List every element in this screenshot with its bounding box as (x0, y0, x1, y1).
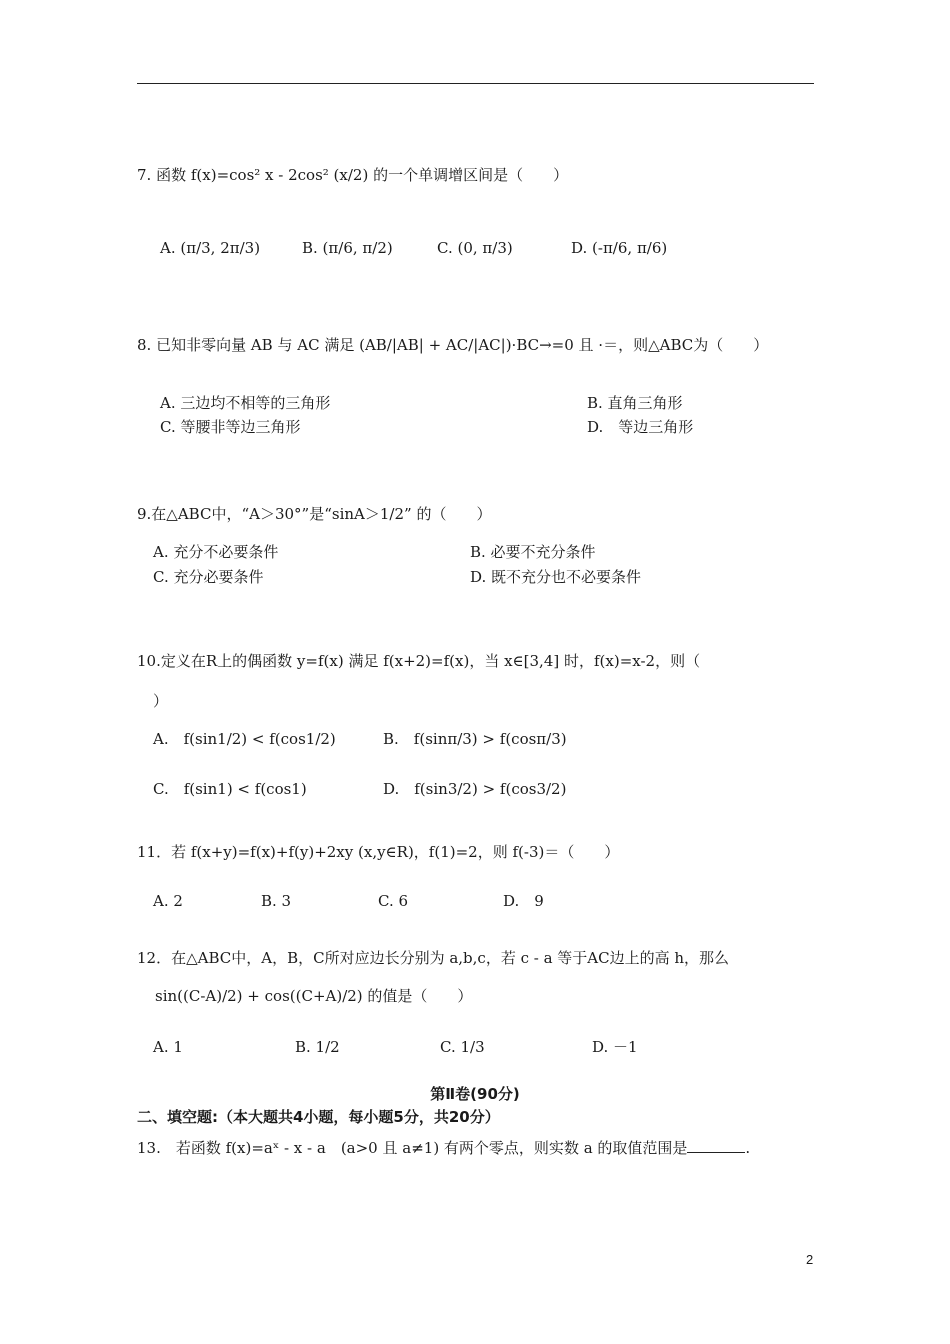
question-8-option-a: A. 三边均不相等的三角形 (160, 394, 331, 412)
question-7-option-b: B. (π/6, π/2) (302, 239, 393, 257)
answer-blank (687, 1138, 745, 1153)
question-9-stem: 9.在△ABC中，“A＞30°”是“sinA＞1/2” 的（ ） (137, 505, 492, 523)
question-8-option-c: C. 等腰非等边三角形 (160, 418, 301, 436)
question-11-option-d: D. 9 (503, 892, 544, 910)
question-10-option-c: C. f(sin1) < f(cos1) (153, 780, 307, 798)
question-7-stem: 7. 函数 f(x)=cos² x - 2cos² (x/2) 的一个单调增区间是（ ） (137, 166, 569, 184)
question-8-option-d: D. 等边三角形 (587, 418, 694, 436)
question-7-option-c: C. (0, π/3) (437, 239, 513, 257)
question-10-option-d: D. f(sin3/2) > f(cos3/2) (383, 780, 567, 798)
question-10-option-a: A. f(sin1/2) < f(cos1/2) (153, 730, 336, 748)
page-number: 2 (806, 1252, 814, 1267)
question-9-option-a: A. 充分不必要条件 (153, 543, 279, 561)
question-12-stem-continued: sin((C-A)/2) + cos((C+A)/2) 的值是（ ） (155, 987, 473, 1005)
question-12-option-b: B. 1/2 (295, 1038, 340, 1056)
question-9-option-d: D. 既不充分也不必要条件 (470, 568, 642, 586)
question-11-option-a: A. 2 (153, 892, 183, 910)
question-9-option-b: B. 必要不充分条件 (470, 543, 596, 561)
question-7-option-a: A. (π/3, 2π/3) (160, 239, 261, 257)
question-13-stem: 13. 若函数 f(x)=aˣ - x - a (a>0 且 a≠1) 有两个零点，则实数 a 的取值范围是 . (137, 1139, 751, 1157)
question-10-stem: 10.定义在R上的偶函数 y=f(x) 满足 f(x+2)=f(x)，当 x∈[3,4] 时，f(x)=x-2，则（ (137, 652, 701, 670)
question-12-stem: 12．在△ABC中，A，B，C所对应边长分别为 a,b,c，若 c - a 等于AC边上的高 h，那么 (137, 949, 730, 967)
question-9-option-c: C. 充分必要条件 (153, 568, 264, 586)
question-11-option-b: B. 3 (261, 892, 292, 910)
question-12-option-c: C. 1/3 (440, 1038, 485, 1056)
section-title: 第Ⅱ卷(90分) (430, 1085, 520, 1103)
section-heading: 二、填空题:（本大题共4小题，每小题5分，共20分） (137, 1108, 500, 1126)
question-12-option-a: A. 1 (153, 1038, 183, 1056)
question-8-option-b: B. 直角三角形 (587, 394, 683, 412)
question-10-option-b: B. f(sinπ/3) > f(cosπ/3) (383, 730, 567, 748)
question-11-stem: 11．若 f(x+y)=f(x)+f(y)+2xy (x,y∈R)，f(1)=2，则 f(-3)＝（ ） (137, 843, 620, 861)
question-11-option-c: C. 6 (378, 892, 409, 910)
header-rule (137, 83, 814, 84)
question-7-option-d: D. (-π/6, π/6) (571, 239, 668, 257)
question-12-option-d: D. －1 (592, 1038, 638, 1056)
question-10-stem-continued: ） (153, 692, 169, 710)
question-8-stem: 8. 已知非零向量 AB 与 AC 满足 (AB/|AB| + AC/|AC|)·BC→=0 且 ·＝，则△ABC为（ ） (137, 336, 769, 354)
